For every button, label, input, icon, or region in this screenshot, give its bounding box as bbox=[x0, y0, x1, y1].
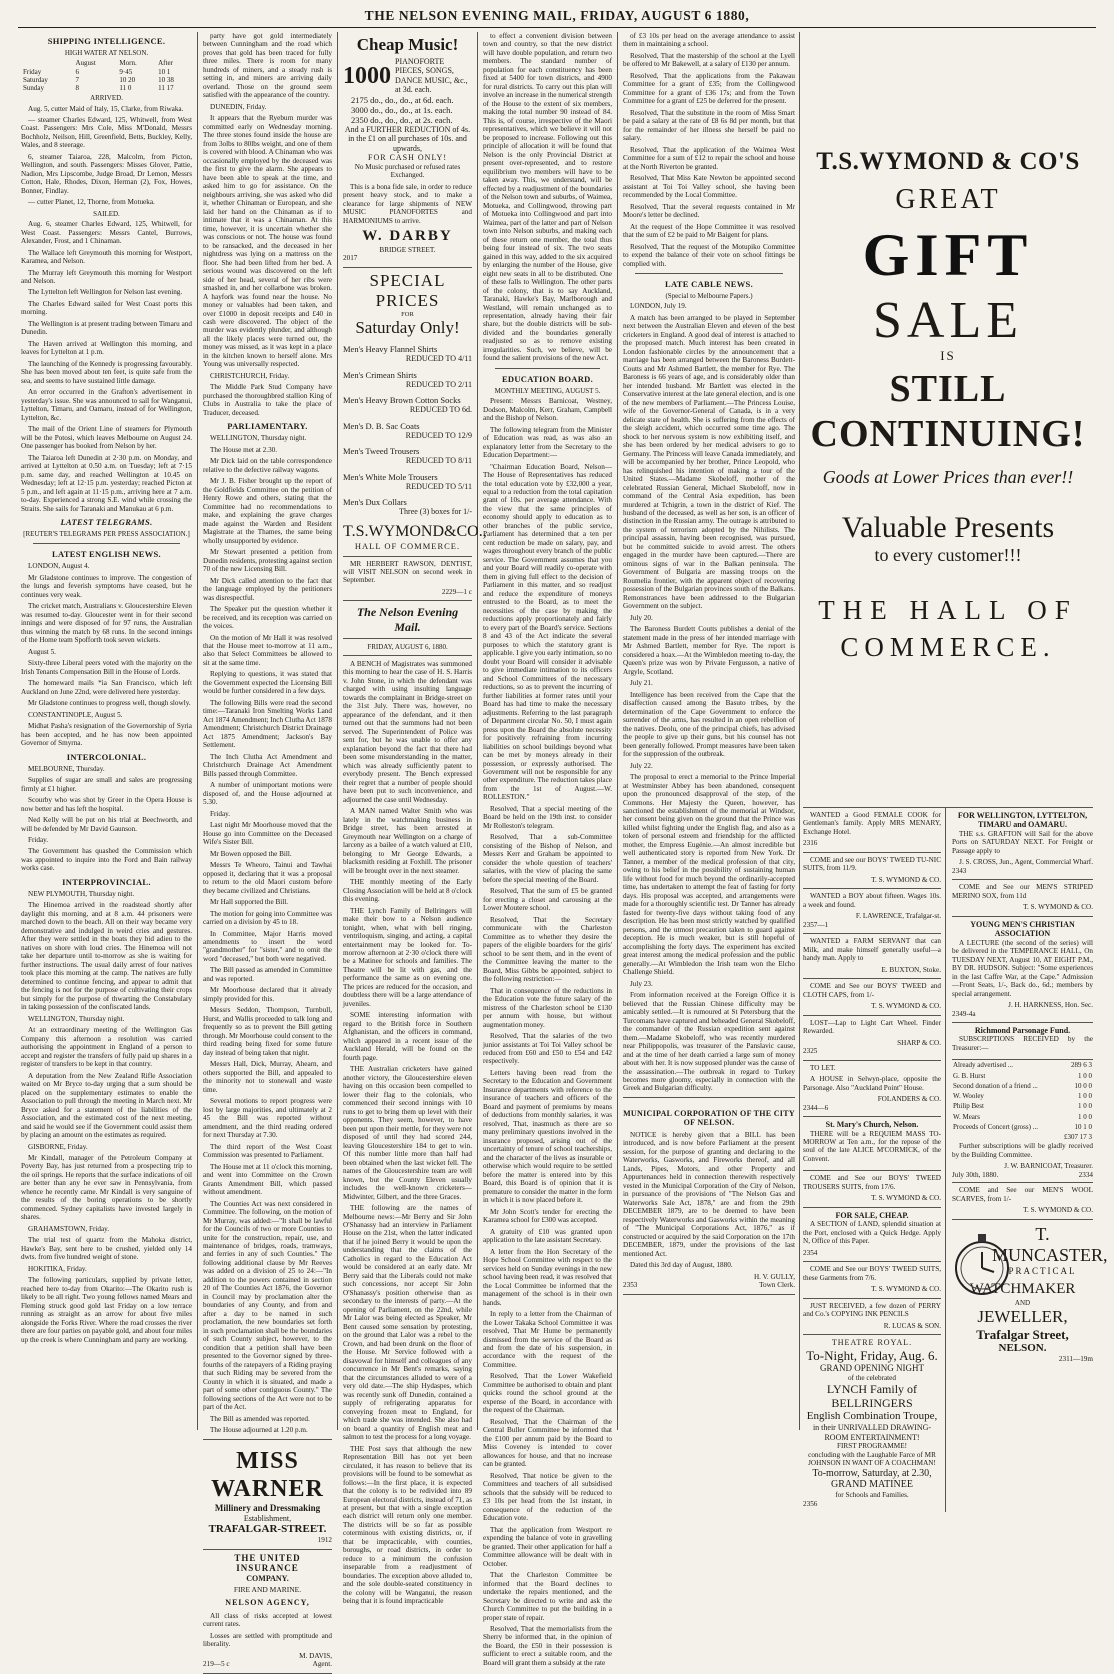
paragraph: DUNEDIN, Friday. bbox=[210, 102, 267, 111]
paragraph: WELLINGTON, Thursday night. bbox=[28, 1014, 125, 1023]
ad-head: Richmond Parsonage Fund. bbox=[974, 1025, 1071, 1035]
masthead-rule bbox=[18, 27, 1096, 28]
paragraph: LONDON, August 4. bbox=[28, 562, 90, 571]
subscription-row: G. B. Hurst 1 0 0 bbox=[953, 1071, 1092, 1080]
classified-ad bbox=[952, 917, 1093, 1023]
ad-text: JUST RECEIVED, a few dozen of PERRY and Co.'s COPYING INK PENCILS bbox=[803, 1301, 941, 1319]
paragraph: Intelligence has been received from the Cape that the disaffection caused among the Basuto tribes, by the determination of the Cape Government to enforce the surrender of the arms, has resulted in an open rebellion of the natives. Deolu, one of the principal chiefs, has advised the people to give up their guns, but his counsel has not been generally followed. Prompt measures have been taken for the suppression of the outbreak. bbox=[623, 690, 795, 759]
subscription-table bbox=[952, 1060, 1093, 1142]
paragraph: That the application from Westport re expending the balance of vote in gravelling be granted. Their other application for half a Committee allowance will be dealt with in October. bbox=[483, 1525, 612, 1568]
interprovincial-heading: INTERPROVINCIAL. bbox=[62, 876, 151, 887]
ad-sign: E. BUXTON, Stoke. bbox=[881, 965, 941, 974]
paragraph: party have got gold intermediately between Cunningham and the road which proves that gold has been traced for fully three miles. There is room for many hundreds of miners, and a steady rush is setting in, and miners are arriving daily overland. Those on the ground seem satisfied with the appearance of the country. bbox=[203, 32, 332, 100]
paragraph: A deputation from the New Zealand Rifle Association waited on Mr Bryce to-day urging that a sum should be placed on the supplementary estimates to enable the Association to pull through the meeting in March next. Mr Bryce asked for a statement of the liabilities of the Association, and the estimated cost of the next meeting, and said he would see if the Government could assist them by placing an amount on the estimates as required. bbox=[21, 1071, 192, 1140]
ad-sub: A HOUSE in Selwyn-place, opposite the Parsonage. Also "Auckland Point" House. bbox=[803, 1075, 941, 1092]
classified-ad bbox=[803, 889, 941, 934]
paragraph: Mr Kindall, manager of the Petroleum Company at Poverty Bay, has just returned from a prospecting trip to the oil springs. He reports that the surface indications of oil are better than any he ever saw in Pennsylvania, from whence he recently came. Mr Kindall is very sanguine of the results of the boring operations to be shortly commenced. Sydney capitalists have invested largely in shares. bbox=[21, 1154, 192, 1222]
paragraph: Ned Kelly will be put on his trial at Beechworth, and will be defended by Mr David Gaunson. bbox=[21, 816, 192, 833]
column-6: T.S.WYMOND & CO'S GREAT GIFT SALE IS STILL CONTINUING! Goods at Lower Prices than ever!! Valuable Presents to every customer!!! THE HALL OF COMMERCE. WANTED a Good FEMALE COOK for Gentleman's family. Apply MRS MENARY, Exchange Hotel. 2316 COME and see our BOYS' TWEED TU-NIC SUITS, from 11/9. T. S. WYMOND & CO. WANTED a BOY about fifteen. Wages 10s. a week and found. F. LAWRENCE, Trafalgar-st. 2357—1 WANTED a FARM SERVANT that can Milk, and make himself generally useful—a handy man. Apply to E. BUXTON, Stoke. COME and See our BOYS' TWEED and CLOTH CAPS, from 1/- T. S. WYMOND & CO. LOST—Lap to Light Cart Wheel. Finder Rewarded. SHARP & CO. 2325 TO LET. A HOUSE in Selwyn-place, opposite the Parsonage. Also "Auckland Point" House. FOLANDERS & CO. 2344—6 St. Mary's Church, Nelson. THERE will be a REQUIEM MASS TO-MORROW at Ten a.m., for the repose of the soul of the late ALICE M'CORMICK, of the Convent. COME and See our BOYS' TWEED TROUSERS SUITS, from 17/6. T. S. WYMOND & CO. FOR SALE, CHEAP. A SECTION of LAND, splendid situation at the Port, enclosed with a Quick Hedge. Apply N, Office of this Paper. 2354 COME and See our BOYS' TWEED SUITS, these Garments from 7/6. T. S. WYMOND & CO. JUST RECEIVED, a few dozen of PERRY and Co.'s COPYING INK PENCILS R. LUCAS & SON. THEATRE ROYAL. To-Night, Friday, Aug. 6. GRAND OPENING NIGHT of the celebrated LYNCH Family of BELLRINGERS English Combination Troupe, in their UNRIVALLED DRAWING-ROOM ENTERTAINMENT! FIRST PROGRAMME! concluding with the Laughable Farce of MR JOHNSON IN WANT OF A COACHMAN! To-morrow, Saturday, at 2.30, GRAND MATINEE for Schools and Families. 2356 FOR WELLINGTON, LYTTELTON, TIMARU and OAMARU. THE s.s. GRAFTON will Sail for the above Ports on SATURDAY NEXT. For Freight or Passage apply to J. S. CROSS, Jun., Agent, Commercial Wharf. 2343 COME and See our MEN'S STRIPED MERINO SOX, from 11d T. S. WYMOND & CO. YOUNG MEN'S CHRISTIAN ASSOCIATION A LECTURE (the second of the series) will be delivered in the TEMPERANCE HALL, On TUESDAY NEXT, August 10, AT EIGHT P.M., BY DR. HUDSON. Subject: "Some experiences in the last Caffre War, at the Cape." Admission—Front Seats, 1/-, Back do., 6d.; members by special arrangement. J. H. HARKNESS, Hon. Sec. 2349-4a Richmond Parsonage Fund. SUBSCRIPTIONS RECEIVED by the Treasurer:— Already advertised ... 289 6 3 G. B. Hurst 1 0 0 Second donation of a friend ... 10 0 0 W. Wooley 1 0 0 Philip Best 1 0 0 W. Mears 1 0 0 Proceeds of Concert (gross) ... 10 1 0 £307 17 3 Further subscriptions will be gladly received by the Building Committee. J. W. BARNICOAT, Treasurer. July 30th, 1880. 2334 COME and See our MEN'S WOOL SCARVES, from 1/- T. S. WYMOND & CO. T. MUNCASTER, PRACTICAL WATCHMAKER AND JEWELLER, Trafalgar Street, NELSON. 2311—19m bbox=[800, 32, 1096, 1430]
paragraph: Resolved, That the substitute in the room of Miss Smart be paid a salary at the rate of £8 6s 8d per month, but that for the remainder of her illness she herself be paid no salary. bbox=[623, 108, 795, 143]
paragraph: Resolved, That the several requests contained in Mr Moore's letter be declined. bbox=[623, 202, 795, 220]
column-divider bbox=[617, 32, 618, 1430]
subscription-row: W. Mears 1 0 0 bbox=[953, 1112, 1092, 1121]
shipping-news bbox=[21, 249, 192, 514]
paragraph: THE Post says that although the new Representation Bill has not yet been circulated, it has reason to believe that its provisions will be found to be somewhat as follows:—In the first place, it is expected that the colony is to be redivided into 89 European electoral districts, instead of 71, as at present, but that with a single exception each district will return only one member. The districts will be so far as possible coterminous with existing districts, or, if that be impracticable, with counties, boroughs, or road districts, in order to reduce to a minimum the confusion inseparable from a readjustment of boundaries. The exception above alluded to, and the sole double-seated constituency in the colony will be Wanganui, the reason being that it is found impracticable bbox=[343, 1444, 472, 1606]
paragraph: Mr Moorhouse declared that it already simply provided for this. bbox=[203, 986, 332, 1003]
paragraph: From information received at the Foreign Office it is believed that the Russian Chinese difficulty may be amicably settled.—It is rumoured at St Petersburg that the Turcomans have captured and beheaded General Skobeloff, the commander of the Russian expedition sent against them.—Madame Skobeloff, who was recently murdered near Philippopolis, was treasurer of the Panslavic cause, and at the time of her death carried a large sum of money about with her. It is now supposed plunder was the cause of the assassination.—The outbreak in regard to Turkey becomes more gloomy, especially in connection with the Greek and Bulgarian difficulty. bbox=[623, 991, 795, 1093]
paragraph: The mail of the Orient Line of steamers for Plymouth will be the Potosi, which leaves Melbourne on August 24. One passenger has booked from Nelson by her. bbox=[21, 425, 192, 451]
interprovincial-news bbox=[21, 890, 192, 1344]
price-item-name: Men's Tweed Trousers bbox=[343, 446, 420, 457]
paragraph: A letter from the Hon Secretary of the Hope School Committee with respect to the services held on Sunday evenings in the new school having been read, it was resolved that the Local Committee be informed that the management of the school is in their own hands. bbox=[483, 1247, 612, 1307]
dentist-advert: MR HERBERT RAWSON, DENTIST, will VISIT NELSON on second week in September. 2229—1 c bbox=[343, 557, 472, 602]
column-1 bbox=[18, 32, 195, 1430]
parliamentary-news bbox=[203, 434, 332, 1434]
paragraph: NEW PLYMOUTH, Thursday night. bbox=[28, 889, 135, 898]
classified-ad bbox=[952, 1023, 1093, 1060]
price-item-price: REDUCED TO 4/11 bbox=[405, 354, 472, 364]
paragraph: July 22. bbox=[630, 761, 653, 770]
paragraph: THE following are the names of Melbourne news:—Mr Berry and Sir John O'Shanassy had an interview in Parliament House on the 21st, when the latter indicated that if he joined Berry it would be upon the understanding that the claims of the Catholics in regard to the Education Act would be considered at an early date. Mr Berry said that the Liberals could not make such concessions, nor accept Sir John O'Shanassy's position otherwise than as secondary to the interests of party.—At the opening of Parliament, on the 22nd, while Mr Lalor was being elected as Speaker, Mr Bent caused some sensation by protesting, on the ground that Lalor was a rebel to the Crown, and had been drunk on the floor of the House. Mr Service followed with a disavowal for himself and colleagues of any concurrence in Mr Bent's remarks, saying that the circumstances alluded to were of a very old date.—The ship Hydaspes, which was recently sunk off Dunedin, contained a supply of refrigerating apparatus for conveying frozen meat to England, for which trade she was intended. She also had on board a quantity of English meat and salmon to test the process for a long voyage. bbox=[343, 1204, 472, 1442]
education-board-subheading: MONTHLY MEETING, AUGUST 5. bbox=[494, 386, 601, 395]
paragraph: Mr Dick called attention to the fact that the language employed by the petitioners was disrespectful. bbox=[203, 576, 332, 602]
paragraph: Resolved, That the applications from the Pakawau Committee for a grant of £35; from the Collingwood Committee for a grant of £36 17s; and from the Town Committee for a grant of £25 be deferred for the present. bbox=[623, 71, 795, 106]
ad-text: LOST—Lap to Light Cart Wheel. Finder Rewarded. bbox=[803, 1018, 941, 1036]
paragraph: Mr Stewart presented a petition from Dunedin residents, protesting against section 70 of the new Licensing Bill. bbox=[203, 548, 332, 574]
ad-text: COME and see our BOYS' TWEED TU-NIC SUITS, from 11/9. bbox=[803, 855, 941, 873]
paragraph: Mr Hall supported the Bill. bbox=[210, 898, 289, 907]
paragraph: The House adjourned at 1.20 p.m. bbox=[210, 1426, 308, 1435]
tide-col-header: August bbox=[75, 59, 96, 68]
paragraph: Resolved, That the Lower Wakefield Committee be authorised to obtain and plant quicks round the school ground at the expense of the Board, in accordance with the request of the Chairman. bbox=[483, 1372, 612, 1415]
classified-ad bbox=[803, 1016, 941, 1061]
paragraph: The cricket match, Australians v. Gloucestershire Eleven was resumed to-day. Gloucester went in for their second innings and were disposed of for 97 runs, the Australian thus winning the match by 68 runs. In the second innings of the Home team Spofforth took seven wickets. bbox=[21, 602, 192, 645]
arrived-list bbox=[21, 105, 192, 207]
editorial-date: FRIDAY, AUGUST 6, 1880. bbox=[367, 642, 448, 651]
music-advert: Cheap Music! 1000 PIANOFORTE PIECES, SONGS, DANCE MUSIC, &c., at 3d. each. 2175 do., do., do., at 6d. each. 3000 do., do., do., at 1s. each. 2350 do., do., do., at 2s. each. And a FURTHER REDUCTION of 4s. in the £1 on all purchases of 10s. and upwards, FOR CASH ONLY! No Music purchased or refused rates Exchanged. This is a bona fide sale, in order to reduce present heavy stock, and to make a clearance for large shipments of NEW MUSIC PIANOFORTES and HARMONIUMS to arrive. W. DARBY BRIDGE STREET. 2017 bbox=[343, 32, 472, 268]
price-item bbox=[343, 344, 472, 363]
price-item-name: Men's D. B. Sac Coats bbox=[343, 420, 420, 431]
paragraph: of £3 10s per head on the average attendance to assist them in maintaining a school. bbox=[623, 32, 795, 49]
paragraph: Mr Dick laid on the table correspondence relative to the defective railway wagons. bbox=[203, 457, 332, 474]
english-news bbox=[21, 562, 192, 747]
small-ads-right bbox=[952, 808, 1093, 1060]
paragraph: Mr Gladstone continues to progress well, though slowly. bbox=[28, 699, 191, 708]
price-item-name: Men's Heavy Flannel Shirts bbox=[343, 344, 438, 355]
paragraph: Scourby who was shot by Greer in the Opera House is now better and has left the hospital. bbox=[21, 796, 192, 813]
classified-ad bbox=[952, 880, 1093, 916]
paragraph: The Counties Act was next considered in Committee. The following, on the motion of Mr Murray, was added:—"It shall be lawful for the Councils of two or more Counties to unite for the construction, repair, use, and maintenance of bridges, roads, tramways, and ferries in any of such Counties." The following additional clause by Mr Reeves was added on a division of 25 to 24:—"In addition to the powers contained in section 20 of The Counties Act 1876, the Governor in Council may by proclamation alter the boundaries of any County, and from and after a day to be named in such proclamation, the new boundaries set forth in such proclamation shall be the boundaries of such County subject, however, to the condition that a petition shall have been presented to the Governor signed by three-fourths of the ratepayers of a Riding praying that such Riding may be severed from the County in which it is situated, and made a part of some other contiguous County." The following sections of the Act were not to be part of the Act. bbox=[203, 1199, 332, 1412]
ad-sign: J. H. HARKNESS, Hon. Sec. bbox=[1008, 1001, 1093, 1010]
warner-name: MISS WARNER bbox=[211, 1447, 324, 1502]
theatre-advert: THEATRE ROYAL. To-Night, Friday, Aug. 6. GRAND OPENING NIGHT of the celebrated LYNCH Family of BELLRINGERS English Combination Troupe, in their UNRIVALLED DRAWING-ROOM ENTERTAINMENT! FIRST PROGRAMME! concluding with the Laughable Farce of MR JOHNSON IN WANT OF A COACHMAN! To-morrow, Saturday, at 2.30, GRAND MATINEE for Schools and Families. 2356 bbox=[803, 1338, 938, 1508]
muncaster-advert: T. MUNCASTER, PRACTICAL WATCHMAKER AND JEWELLER, Trafalgar Street, NELSON. 2311—19m bbox=[952, 1220, 1093, 1364]
ad-sign: FOLANDERS & CO. bbox=[877, 1095, 941, 1104]
paragraph: Sixty-three Liberal peers voted with the majority on the Irish Tenants Compensation Bill in the House of Lords. bbox=[21, 659, 192, 676]
paragraph: Messrs Hall, Dick, Murray, Ahearn, and others supported the Bill, and appealed to the minority not to stonewall and waste time. bbox=[203, 1060, 332, 1094]
insurance-advert: THE UNITED INSURANCE COMPANY. FIRE AND MARINE. NELSON AGENCY, All class of risks accepted at lowest current rates. Losses are settled with promptitude and liberality. M. DAVIS, 219—5 c Agent. bbox=[203, 1550, 332, 1674]
paragraph: Resolved, That the salaries of the two junior assistants at Toi Toi Valley school be reduced from £60 and £50 to £54 and £42 respectively. bbox=[483, 1032, 612, 1066]
shipping-heading: SHIPPING INTELLIGENCE. bbox=[47, 36, 166, 46]
paragraph: THE monthly meeting of the Early Closing Association will be held at 8 o'clock this evening. bbox=[343, 878, 472, 904]
ad-sign: F. LAWRENCE, Trafalgar-st. bbox=[855, 912, 941, 921]
ad-text: COME and See our BOYS' TWEED SUITS, these Garments from 7/6. bbox=[803, 1265, 941, 1282]
paragraph: Aug. 5, cutter Maid of Italy, 15, Clarke, from Riwaka. bbox=[28, 104, 184, 113]
paragraph: Mr J. B. Fisher brought up the report of the Goldfields Committee on the petition of Henry Rowe and others, stating that the Committee had no recommendations to make, and explaining the grave charges made against the Warden and Resident Magistrate at the Thames, the same being wholly unsupported by evidence. bbox=[203, 477, 332, 545]
paragraph: The Inch Clutha Act Amendment and Christchurch Drainage Act Amendment Bills passed through Committee. bbox=[203, 752, 332, 778]
paragraph: Resolved, That the memorialists from the Sherry be informed that, in the opinion of the Board, the £50 in their possession is sufficient to erect a suitable room, and the Board will grant them a subsidy at the rate bbox=[483, 1625, 612, 1667]
classified-ad bbox=[803, 979, 941, 1015]
paragraph: HOKITIKA, Friday. bbox=[28, 1264, 87, 1273]
paragraph: The third report of the West Coast Commission was presented to Parliament. bbox=[203, 1142, 332, 1160]
tide-table bbox=[21, 59, 192, 92]
ad-code: 2316 bbox=[803, 839, 818, 848]
education-continuation bbox=[623, 32, 795, 268]
arrived-heading: ARRIVED. bbox=[90, 94, 123, 103]
gift-sale-advert: T.S.WYMOND & CO'S GREAT GIFT SALE IS STILL CONTINUING! Goods at Lower Prices than ever!! Valuable Presents to every customer!!! THE HALL OF COMMERCE. bbox=[803, 147, 1093, 808]
paragraph: July 21. bbox=[630, 679, 653, 688]
paragraph: The trial test of quartz from the Mahoka district, Hawke's Bay, sent here to be crushed, yielded only 14 dwts. from five hundred weight of stone. bbox=[21, 1236, 192, 1262]
telegram-continuation bbox=[203, 32, 332, 417]
ad-text: THERE will be a REQUIEM MASS TO-MORROW at Ten a.m., for the repose of the soul of the late ALICE M'CORMICK, of the Convent. bbox=[803, 1129, 941, 1163]
price-item-price: REDUCED TO 5/11 bbox=[405, 481, 472, 491]
price-item-price: REDUCED TO 6d. bbox=[409, 405, 472, 415]
paragraph: Midhat Pasha's resignation of the Governorship of Syria has been accepted, and he has now been appointed Governor of Smyrna. bbox=[21, 722, 192, 748]
paragraph: A number of unimportant motions were disposed of, and the House adjourned at 5.30. bbox=[203, 781, 332, 807]
paragraph: WELLINGTON, Thursday night. bbox=[210, 434, 307, 443]
paragraph: MELBOURNE, Thursday. bbox=[28, 764, 105, 773]
paragraph: The House met at 2.30. bbox=[210, 445, 278, 454]
column-2 bbox=[200, 32, 335, 1669]
paragraph: The Charles Edward sailed for West Coast ports this morning. bbox=[21, 299, 192, 317]
paragraph: "Chairman Education Board, Nelson—The House of Representatives has reduced the total education vote by £32,000 a year, equal to a reduction from the total capitation grant of 10s. per average attendance. With the view that the same principles of economy should apply to education as to other branches of the public service, Parliament has determined that a ten per cent reduction be made on salary, pay, and wages throughout every branch of the public service. The Government assumes that you and your Board will readily co-operate with them in giving full effect to the decision of Parliament in this matter, and so readjust and reduce the expenditure of moneys entrusted to the Board, as to meet the necessities of the case by making the reductions apply proportionately and fairly to every part of the Board's service. Sections 8 and 43 of the Act indicate the several purposes to which the statutory grant is applicable. I give you early intimation, so no doubt your Board will consider it advisable to give immediate intimation to its officers and School Committees of the necessary reductions, so as to prevent the incurring of further liabilities at former rates until your Board has had time to make the necessary adjustments. Referring to the last paragraph of Department circular No. 50, I must again press upon the Board the absolute necessity for positively refraining from incurring liabilities on school buildings beyond what can be met by moneys already in their possession, or expressly authorised. The Government will not be responsible for any other expenditure. The reduction takes place from the 1st of August.—W. ROLLESTON." bbox=[483, 462, 612, 802]
classified-ad bbox=[803, 1262, 941, 1298]
cable-news-source: (Special to Melbourne Papers.) bbox=[665, 292, 753, 301]
subscription-row: W. Wooley 1 0 0 bbox=[953, 1092, 1092, 1101]
ad-text: A LECTURE (the second of the series) will be delivered in the TEMPERANCE HALL, On TUESDAY NEXT, August 10, AT EIGHT P.M., BY DR. HUDSON. Subject: "Some experiences in the last Caffre War, at the Cape." Admission—Front Seats, 1/-, Back do., 6d.; members by special arrangement. bbox=[952, 938, 1093, 998]
small-ads-left bbox=[803, 808, 941, 1335]
intercolonial-heading: INTERCOLONIAL. bbox=[66, 751, 147, 762]
paragraph: Several motions to report progress were lost by large majorities, and ultimately at 2 45 the Bill was reported without amendment, and the third reading ordered for next Thursday at 7.30. bbox=[203, 1097, 332, 1140]
column-divider bbox=[197, 32, 198, 1430]
paragraph: CONSTANTINOPLE, August 5. bbox=[28, 710, 123, 719]
paragraph: — cutter Planet, 12, Thorne, from Motueka. bbox=[28, 198, 155, 207]
cable-news-heading: LATE CABLE NEWS. bbox=[664, 279, 753, 290]
paragraph: THE Australian cricketers have gained another victory, the Gloucestershire eleven having on this occasion been compelled to lower their flag to the colonials, who commenced their second innings with 10 runs to get to bring them up level with their opponents. They seem, however, to have been put upon their mettle, for they were not disposed of until they had scored 244, leaving Gloucestershire 184 to get to win. Of this number little more than half had been obtained when the last wicket fell. The names of the Gloucestershire team are well known, but the County Eleven usually includes the well-known cricketers—Midwinter, Gilbert, and the three Graces. bbox=[343, 1065, 472, 1201]
paragraph: The proposal to erect a memorial to the Prince Imperial at Westminster Abbey has been abandoned, consequent upon the pronounced disapproval of the step, of the Commons. Her Majesty the Queen, however, has sanctioned the establishment of the memorial at Windsor, her consent being given on the ground that the Prince was killed whilst fighting under the English flag, and also as a token of personal esteem and friendship for the afflicted mother, the Empress Eugénie.—An almost incredible but well authenticated story is reported from New York. Dr Tanner, a member of the medical profession of that city, owing to his belief in the possibility of sustaining human life without food for much beyond the ordinarily-accepted time, has undertaken to attempt the feat of fasting for forty days. His proposal was accepted, and arrangements were made for a thoroughly scientific test. Dr Tanner has already fasted for twenty-five days without taking food of any description. He has been most strictly watched by qualified persons, and the utmost precaution taken to guard against deception. He is much weaker, but is still hopeful of accomplishing the forty days. The experiment has excited great interest among the medical profession and the public generally.—At Wimbledon the Irish team won the Elcho Challenge Shield. bbox=[623, 773, 795, 977]
ad-sign: R. LUCAS & SON. bbox=[883, 1321, 941, 1330]
ad-text: WANTED a FARM SERVANT that can Milk, and make himself generally useful—a handy man. Apply to bbox=[803, 937, 941, 963]
price-item bbox=[343, 370, 472, 389]
subscription-row: £307 17 3 bbox=[1064, 1133, 1092, 1142]
ad-code: 2343 bbox=[952, 866, 967, 875]
paragraph: Resolved, That a sub-Committee consisting of the Bishop of Nelson, and Messrs Kerr and Graham be appointed to consider the whole question of teachers' salaries, with the view of placing the same before the special meeting of the Board. bbox=[483, 833, 612, 884]
ad-code: 2344—6 bbox=[803, 1103, 829, 1112]
price-item-name: Men's Dux Collars bbox=[343, 497, 407, 508]
subscription-row: Second donation of a friend ... 10 0 0 bbox=[953, 1081, 1092, 1090]
special-price-list bbox=[343, 344, 472, 516]
ad-head: FOR WELLINGTON, LYTTELTON, TIMARU and OAMARU. bbox=[957, 811, 1088, 830]
paragraph: Present: Messrs Barnicoat, Westney, Dodson, Malcolm, Kerr, Graham, Campbell and the Bishop of Nelson. bbox=[483, 397, 612, 423]
education-board-heading: EDUCATION BOARD. bbox=[501, 373, 594, 384]
tide-row: Friday 6 9·45 10 1 bbox=[23, 67, 171, 76]
telegrams-heading: LATEST TELEGRAMS. bbox=[60, 517, 153, 528]
ad-code: 2354 bbox=[803, 1248, 818, 1257]
paragraph: Resolved, That the Chairman of the Central Buller Committee be informed that the £100 per annum paid by the Board to Miss Coveney is intended to cover allowances for house, and that no increase can be granted. bbox=[483, 1417, 612, 1469]
paragraph: The Lyttelton left Wellington for Nelson last evening. bbox=[28, 288, 183, 297]
paragraph: The Bill as amended was reported. bbox=[210, 1414, 310, 1423]
intercolonial-news bbox=[21, 765, 192, 873]
paragraph: Resolved, That the mastership of the school at the Lyell be offered to Mr Bakewell, at a salary of £130 per annum. bbox=[623, 51, 795, 69]
wymond-name: T.S.WYMOND & CO'S bbox=[816, 148, 1080, 175]
paragraph: The Wellington is at present trading between Timaru and Dunedin. bbox=[21, 319, 192, 337]
paragraph: July 20. bbox=[630, 613, 653, 622]
tide-col-header: After bbox=[158, 59, 173, 68]
ad-text: A SECTION of LAND, splendid situation at the Port, enclosed with a Quick Hedge. Apply N, Office of this Paper. bbox=[803, 1220, 941, 1246]
ad-sign: T. S. WYMOND & CO. bbox=[871, 1002, 941, 1011]
paragraph: Resolved, That the application of the Waimea West Committee for a sum of £12 to repair the school and house at the North Riverton be granted. bbox=[623, 145, 795, 171]
paragraph: The Speaker put the question whether it be received, and its reception was carried on the voices. bbox=[203, 605, 332, 631]
paragraph: Aug. 6, steamer Charles Edward, 125, Whitwell, for West Coast. Passengers: Messrs Cantel, Burrows, Alexander, Frost, and 1 Chinaman. bbox=[21, 220, 192, 246]
paragraph: The homeward mails *ia San Francisco, which left Auckland on June 22nd, were delivered here yesterday. bbox=[21, 679, 192, 696]
ad-text: COME and See our BOYS' TWEED and CLOTH CAPS, from 1/- bbox=[803, 982, 941, 999]
price-item-price: REDUCED TO 12/9 bbox=[405, 430, 472, 440]
price-item-name: Men's Heavy Brown Cotton Socks bbox=[343, 395, 461, 406]
paragraph: That in consequence of the reductions in the Education vote the future salary of the mistress of the Charleston school be £130 per annum with house, but without augmentation money. bbox=[483, 986, 612, 1029]
paragraph: Messrs Seddon, Thompson, Turnbull, Hurst, and Wallis proceeded to talk long and frequently so as to prevent the Bill getting through. Mr Moorhouse could consent to the third reading being fixed for some future day instead of being taken that night. bbox=[203, 1006, 332, 1057]
paragraph: The Middle Park Stud Company have purchased the thoroughbred stallion King of Clubs in Australia to take the place of Traducer, deceased. bbox=[203, 383, 332, 417]
paragraph: The Hinemoa arrived in the roadstead shortly after daylight this morning, and at 8 a.m. 44 prisoners were marched down to the beach. All on their way became very demonstrative and indulged in weird cries and gestures. After they were settled in the boats they bid adieu to the natives on shore with loud cries. The Hinemoa will not take her departure until to-morrow as she is waiting for further instructions. The usual daily arrest of four natives took place this morning at the camp. The natives are fully determined to continue fencing, and appear to admit that the fencing is not for the purpose of cultivating their crops but simply for the purpose of thwarting the Constabulary in taking possession of the confiscated lands. bbox=[21, 901, 192, 1012]
classified-ad bbox=[803, 1171, 941, 1207]
paragraph: The House met at 11 o'clock this morning, and went into Committee on the Crown Grants Amendment Bill, which passed without amendment. bbox=[203, 1162, 332, 1197]
price-item bbox=[343, 395, 472, 414]
paragraph: The following Bills were read the second time:—Taranaki Iron Smelting Works Land Act 1874 Amendment; Inch Clutha Act 1878 Amendment; Christchurch District Drainage Act 1875 Amendment; Jackson's Bay Settlement. bbox=[203, 698, 332, 750]
tide-row: Sunday 8 11 0 11 17 bbox=[23, 84, 174, 93]
ad-head: YOUNG MEN'S CHRISTIAN ASSOCIATION bbox=[970, 919, 1075, 939]
ad-sign: T. S. WYMOND & CO. bbox=[871, 1194, 941, 1203]
paragraph: A gratuity of £10 was granted upon application to the late assistant Secretary. bbox=[483, 1227, 612, 1245]
paragraph: Letters having been read from the Secretary to the Education and Government Insurance departments with reference to the insurance of teachers and officers of the Board and payment of premiums by means of deductions from monthly salaries, it was resolved, That, inasmuch as there are so many preliminary questions involved in the insurance proposed, arising out of the uncertainty of tenure of school teacherships, and the character of the lives as insurable or otherwise which would require to be settled before the matter is entered into by this Board, this Board is of opinion that it is premature to consider the matter in the form in which it is now placed before it. bbox=[483, 1068, 612, 1205]
classified-ad bbox=[803, 934, 941, 979]
paragraph: In Committee, Major Harris moved amendments to insert the word "grandmother" for "sister," and to omit the word "deceased," but both were negatived. bbox=[203, 929, 332, 963]
tide-heading: HIGH WATER AT NELSON. bbox=[64, 49, 149, 58]
classified-ad bbox=[803, 1208, 941, 1262]
paragraph: The Haven arrived at Wellington this morning, and leaves for Lyttelton at 1 p.m. bbox=[21, 339, 192, 357]
ad-head: St. Mary's Church, Nelson. bbox=[825, 1120, 919, 1130]
classified-ad bbox=[803, 1061, 941, 1117]
classified-ad bbox=[803, 1117, 941, 1171]
paragraph: Resolved, That notice be given to the Committees and teachers of all subsidised schools that the subsidy will be reduced to £3 10s per head from the 1st instant, in consequence of the reduction of the Education vote. bbox=[483, 1471, 612, 1523]
paragraph: — steamer Charles Edward, 125, Whitwell, from West Coast. Passengers: Mrs Cole, Miss M'Donald, Messrs Bochholz, Neilson, Hill, Greenfield, Betts, Buckley, Kelly, Wales, and 8 steerage. bbox=[21, 116, 192, 150]
tide-row: Saturday 7 10 20 10 38 bbox=[23, 75, 174, 84]
education-board-text bbox=[483, 397, 612, 1667]
telegrams-source: [REUTER'S TELEGRAMS PER PRESS ASSOCIATION.] bbox=[23, 530, 190, 539]
paragraph: Mr Gladstone continues to improve. The congestion of the lungs and feverish symptoms have ceased, but he continues very weak. bbox=[21, 573, 192, 599]
paragraph: 6, steamer Taiaroa, 228, Malcolm, from Picton, Wellington, and south. Passengers: Misses Glover, Pattie, Nadion, Mrs Lipscombe, Judge Broad, Dr Lemon, Messrs Cotton, Hale, Rhodes, Dixon, Herman (2), Fox, Howes, Bonner, Findlay. bbox=[21, 152, 192, 195]
price-item-price: REDUCED TO 2/11 bbox=[405, 379, 472, 389]
column-4 bbox=[480, 32, 615, 1667]
paragraph: The motion for going into Committee was carried on a division by 45 to 18. bbox=[203, 909, 332, 927]
paragraph: July 23. bbox=[630, 979, 653, 988]
paragraph: Messrs Te Wheoro, Tainui and Tawhai opposed it, declaring that it was a proposal to return to the old Maori custom before they became civilized and Christians. bbox=[203, 861, 332, 895]
paragraph: An error occurred in the Grafton's advertisement in yesterday's issue. She was announced to sail for Wanganui, Lyttelton, Timaru, and Oamaru, instead of for Wellington, Lyttelton, &c. bbox=[21, 388, 192, 422]
paragraph: That the Charleston Committee be informed that the Board declines to undertake the repairs mentioned, and the Secretary be directed to write and ask the Church Committee to put the building in a proper state of repair. bbox=[483, 1571, 612, 1622]
paragraph: A MAN named Walter Smith who was lately in the watchmaking business in Bridge street, has been arrested at Greymouth near Wellington on a charge of larceny as a bailee of a watch valued at £10, belonging to Mr George Edwards, a blacksmith residing at Foxhill. The prisoner will be brought over in the next steamer. bbox=[343, 807, 472, 875]
paragraph: The Baroness Burdett Coutts publishes a denial of the statement made in the press of her intended marriage with Mr Ashmed Bartlett, member for Rye. The report is considered a hoax.—At the Wimbledon meeting to-day, the Queen's prize was won by Private Fergusson, a native of Argyle, Scotland. bbox=[623, 625, 795, 676]
sailed-list bbox=[21, 220, 192, 245]
paragraph: At the request of the Hope Committee it was resolved that the sum of £2 be paid to Mr Baigent for plans. bbox=[623, 222, 795, 240]
paragraph: Friday. bbox=[210, 809, 231, 818]
paragraph: Friday. bbox=[28, 836, 49, 844]
paragraph: In reply to a letter from the Chairman of the Lower Takaka School Committee it was resolved, That Mr Hume be permanently dismissed from the service of the Board as and from the date of his suspension, in accordance with the request of the Committee. bbox=[483, 1310, 612, 1369]
ad-sign: T. S. WYMOND & CO. bbox=[1023, 903, 1093, 912]
column-divider bbox=[337, 32, 338, 1430]
paragraph: The Government has quashed the Commission which was appointed to inquire into the Ford and Bain railway works case. bbox=[21, 847, 192, 873]
column-5 bbox=[620, 32, 798, 1430]
tide-col-header: Morn. bbox=[119, 59, 137, 68]
classified-ad bbox=[803, 1299, 941, 1335]
ad-text: THE s.s. GRAFTON will Sail for the above Ports on SATURDAY NEXT. For Freight or Passage apply to bbox=[952, 829, 1093, 855]
classified-ad bbox=[803, 853, 941, 889]
warner-advert: MISS WARNER Millinery and Dressmaking Establishment, TRAFALGAR-STREET. 1912 bbox=[203, 1444, 332, 1550]
ad-text: COME and See our MEN'S STRIPED MERINO SOX, from 11d bbox=[952, 883, 1093, 900]
ad-text: SUBSCRIPTIONS RECEIVED by the Treasurer:— bbox=[952, 1035, 1093, 1052]
paragraph: At an extraordinary meeting of the Wellington Gas Company this afternoon a resolution was carried authorising the appointment in England of a person to accept and register the transfers of fully paid up shares in a register of transfers to be kept in that country. bbox=[21, 1026, 192, 1069]
paragraph: The launching of the Kennedy is progressing favourably. She has been moved about ten feet, is quite safe from the sea, and seems to have sustained little damage. bbox=[21, 359, 192, 385]
editorial-text bbox=[343, 660, 472, 1606]
paragraph: The Bill passed as amended in Committee and was reported. bbox=[203, 966, 332, 983]
ad-sign: T. S. WYMOND & CO. bbox=[871, 1285, 941, 1294]
paragraph: Resolved, That a special meeting of the Board be held on the 19th inst. to consider Mr Rolleston's telegram. bbox=[483, 804, 612, 830]
price-item-price: Three (3) boxes for 1/- bbox=[399, 507, 472, 517]
paragraph: August 5. bbox=[28, 647, 56, 656]
municipal-notice: MUNICIPAL CORPORATION OF THE CITY OF NELSON. NOTICE is hereby given that a BILL has been introduced, and is now before Parliament at the present session, for the purpose of granting and declaring to the Waterworks, Gasworks, and Fireworks thereof, and all Lands, Pipes, Motors, and other Property and Appurtenances held in connection therewith respectively vested in the Municipal Corporation of the City of Nelson, in pursuance of the provisions of "The Nelson Gas and Waterworks Sale Act, 1878," are and from the 29th DECEMBER 1879, are to be deemed to have been respectively Waterworks and Gasworks within the meaning of "The Municipal Corporations Act, 1876," as if constructed or acquired by the said Corporation on the 17th DECEMBER, 1879, under the provisions of the last mentioned Act. Dated this 3rd day of August, 1880. H. V. GULLY, 2353 Town Clerk. bbox=[623, 1102, 795, 1295]
ad-text: TO LET. bbox=[810, 1063, 836, 1072]
column-divider bbox=[477, 32, 478, 1430]
scarves-advert: COME and See our MEN'S WOOL SCARVES, from 1/- T. S. WYMOND & CO. bbox=[952, 1183, 1093, 1219]
paragraph: Mr Bowen opposed the Bill. bbox=[210, 849, 292, 858]
price-item bbox=[343, 472, 472, 491]
paragraph: Supplies of sugar are small and sales are progressing firmly at £1 higher. bbox=[21, 776, 192, 793]
paragraph: The following particulars, supplied by private letter, reached here to-day from Okarito:—The Okarito rush is likely to be all right. Two young fellows named Mears and Fleming struck good gold last Friday on a low terrace running as straight as an arrow for about five miles alongside the Forks River. Where the road crosses the river there are four parties on payable gold, and about four miles up the creek is where Cunningham and party are working. bbox=[21, 1276, 192, 1344]
paragraph: It appears that the Ryeburn murder was committed early on Wednesday morning. The three stones found inside the house are from 3olbs to 80lbs weight, and one of them is covered with blood. A Chinaman who was occasionally employed by the deceased was the first to give the alarm. She appears to have been able to speak at the time, and asked him to go for assistance. On the neighbours arriving, she was asked who did it, whether Chinaman or European, and she laid her hand on the Chinaman as if to intimate that it was a Chinaman. At this time, however, it is uncertain whether she was conscious or not. The house was found to be ransacked, and the deceased in her nightdress was lying on a mattress on the floor. She had been lifted from her bed. A serious wound was discovered on the left side of her head, several of her ribs were smashed in, and her collarbone was broken. A hayfork was found near the house. No money or valuables had been taken, and over £1000 in deposit receipts and £40 in cash were discovered. The object of the murder was evidently plunder, and although all the likely places were turned out, the money was missed, as it was kept in a place in the kitchen known to herself alone. Mrs Young was universally respected. bbox=[203, 114, 332, 369]
subscription-row: Proceeds of Concert (gross) ... 10 1 0 bbox=[953, 1122, 1092, 1131]
paragraph: A match has been arranged to be played in September next between the Australian Eleven and eleven of the best cricketers in England. A good deal of interest is attached to the proposed match. Much interest has been created in London fashionable circles by the announcement that a marriage has been arranged between the Baroness Burdett-Coutts and Mr Ashmed Bartlett, the member for Rye. The Baroness is 66 years of age, and is considerably older than her intended husband. Mr Bartlett was elected in the Conservative interest at the late general election, and is one of the new members of Parliament.—The Princess Louise, wife of the Governor-General of Canada, is in a very delicate state of health. She is suffering from the effects of the sleigh accident, which occurred some time ago. The shock to her nervous system is now exhibiting itself, and she has been ordered by her medical advisers to go to Germany. The Princess will leave Canada immediately, and will be accompanied by her brother, Prince Leopold, who has relinquished his intention of making a tour of the United States.—Madame Skobeloff, mother of the celebrated Russian General, Michael Skobeloff, now in command of the Central Asia expedition, has been murdered at Tchigrin, a town in the district of Kief. The husband of the deceased, as well as her son, is an officer of distinction in the Russian army. The outrage is attributed to the system of terrorism adopted by the Nihilists. The principal assassin, having been recognised, was pursued, but he committed suicide to avoid arrest. The others engaged in the murder have been captured.—There are ominous signs of war in the Balkan peninsula. The Government of Bulgaria are massing troops on the Roumelia frontier, with the apparent object of recovering possession of the Bulgarian provinces south of the Balkans. Remonstrances have been addressed to the Bulgarian Government on the subject. bbox=[623, 313, 795, 611]
cable-news-text bbox=[623, 302, 795, 1093]
price-item bbox=[343, 446, 472, 465]
editorial-continuation bbox=[483, 32, 612, 363]
price-item bbox=[343, 421, 472, 440]
ad-sign: J. S. CROSS, Jun., Agent, Commercial Wharf. bbox=[959, 858, 1093, 867]
price-item-price: REDUCED TO 8/11 bbox=[405, 456, 472, 466]
clock-icon bbox=[952, 1226, 1012, 1306]
masthead: THE NELSON EVENING MAIL, FRIDAY, AUGUST 6 1880, bbox=[364, 8, 750, 23]
subscription-row: Philip Best 1 0 0 bbox=[953, 1102, 1092, 1111]
column-3 bbox=[340, 32, 487, 1606]
paper-title: The Nelson Evening Mail. bbox=[356, 605, 459, 634]
paragraph: Resolved, That the request of the Motupiko Committee to expend the balance of their vote on school fittings be complied with. bbox=[623, 242, 795, 268]
paragraph: Mr John Scott's tender for erecting the Karamea school for £300 was accepted. bbox=[483, 1207, 612, 1225]
ad-text: WANTED a Good FEMALE COOK for Gentleman's family. Apply MRS MENARY, Exchange Hotel. bbox=[803, 811, 941, 836]
ad-sign: T. S. WYMOND & CO. bbox=[871, 875, 941, 884]
ad-text: COME and See our BOYS' TWEED TROUSERS SUITS, from 17/6. bbox=[803, 1174, 941, 1191]
price-item-name: Men's White Mole Trousers bbox=[343, 471, 438, 482]
classified-ad bbox=[952, 808, 1093, 880]
ad-code: 2349-4a bbox=[952, 1009, 976, 1018]
subscription-row: Already advertised ... 289 6 3 bbox=[953, 1061, 1092, 1070]
paragraph: Last night Mr Moorhouse moved that the House go into Committee on the Deceased Wife's Sister Bill. bbox=[203, 821, 332, 847]
music-title: Cheap Music! bbox=[356, 35, 459, 54]
english-news-heading: LATEST ENGLISH NEWS. bbox=[52, 549, 161, 560]
special-prices-advert: SPECIAL PRICES FOR Saturday Only! Men's Heavy Flannel Shirts REDUCED TO 4/11 Men's Crimean Shirts REDUCED TO 2/11 Men's Heavy Brown Cotton Socks REDUCED TO 6d. Men's D. B. Sac Coats REDUCED TO 12/9 Men's Tweed Trousers REDUCED TO 8/11 Men's White Mole Trousers REDUCED TO 5/11 Men's Dux Collars Three (3) boxes for 1/- T.S.WYMOND&CO., HALL OF COMMERCE. bbox=[343, 268, 472, 557]
paragraph: The Taiaroa left Dunedin at 2·30 p.m. on Monday, and arrived at Lyttelton at 0.50 a.m. on Tuesday; left at 7·15 p.m. same day, and reached Wellington at 10.45 on Wednesday; left at 12·15 p.m. yesterday; reached Picton at 5 p.m., and left again at 11·15 p.m., arriving here at 7 a.m. to-day. Experienced a strong S.E. wind while crossing the Straits. She sails for Taranaki and Manukau at 6 p.m. bbox=[21, 453, 192, 513]
price-item bbox=[343, 497, 472, 516]
paragraph: A BENCH of Magistrates was summoned this morning to hear the case of H. S. Harris v. John Stone, in which the defendant was charged with using insulting language towards the complainant in Bridge-street on the 31st July. There was, however, no appearance of the defendant, and it then turned out that the summons had not been served. The Superintendent of Police was sent for, but he was unable to offer any explanation beyond the fact that there had been some misunderstanding in the matter, which was already sufficiently patent to everybody present. The Bench expressed their regret that a number of people should have been put to such inconvenience, and adjourned the case until Wednesday. bbox=[343, 660, 472, 804]
paragraph: GRAHAMSTOWN, Friday. bbox=[28, 1224, 110, 1233]
paragraph: The Wallace left Greymouth this morning for Westport, Karamea, and Nelson. bbox=[21, 248, 192, 266]
paragraph: CHRISTCHURCH, Friday. bbox=[210, 371, 290, 380]
paragraph: to effect a convenient division between town and country, so that the new district will have double population, and return two members. The standard number of population for each constituency has been fixed at 5400 for town districts, and 4900 for rural districts. To carry out this plan will involve an increase in the numerical strength of the House to the extent of six members, making the total number 90 instead of 84. This is, of course, irrespective of the Maori representatives, which we believe it will not be proposed to increase. Following out this principle of allocation it will be found that Nelson is the only Provincial District at present over-represented, and to restore equilibrium two members will have to be taken away. This, we understand, will be effected by a readjustment of the boundaries of the Nelson town and suburbs, of Waimea, Motueka, and Collingwood, throwing part of Motueka into Collingwood and part into Waimea, part of the latter and part of Nelson town into Nelson suburbs, and making each of these return one member, the total thus being four instead of six. The two seats gained in this way, added to the six acquired by enlarging the number of the House, give eight new seats in all to be distributed. One of these falls to Wellington. The other parts of the colony, that is to say Auckland, Taranaki, Hawke's Bay, Marlborough and Westland, will remain unchanged as to representation, already having their fair share, but the double districts will be sub-divided and the boundaries generally readjusted so as to remove existing irregularities. Such, we believe, will be found the salient provisions of the new Act. bbox=[483, 32, 612, 363]
paragraph: THE Lynch Family of Bellringers will make their bow to a Nelson audience tonight, when, what with bell ringing, ventriloquism, singing, and acting, a capital entertainment may be looked for. To-morrow afternoon at 2·30 o'clock there will be a Matinee for schools and families. The Theatre will be lit with gas, and the performance the same as on evening one. The prices are reduced for the occasion, and doubtless there will be a large attendance of juveniles. bbox=[343, 906, 472, 1008]
ad-code: 2357—1 bbox=[803, 920, 829, 929]
paragraph: On the motion of Mr Hall it was resolved that the House meet to-morrow at 11 a.m., also that Select Committees be allowed to sit at the same time. bbox=[203, 633, 332, 667]
ad-head: FOR SALE, CHEAP. bbox=[835, 1210, 909, 1220]
paragraph: Resolved, That the Secretary communicate with the Charleston Committee as to whether they desire the papers of the eligible boarders for the girls' school to be sent them, and in the event of the Committee leaving the matter to the Board, Miss Gibbs be appointed, subject to the following restriction:— bbox=[483, 915, 612, 984]
price-item-name: Men's Crimean Shirts bbox=[343, 369, 417, 380]
classified-ad bbox=[803, 808, 941, 853]
paragraph: Resolved, That the sum of £5 be granted for erecting a closet and carousing at the Lower Moutere school. bbox=[483, 887, 612, 913]
paragraph: The Murray left Greymouth this morning for Westport and Nelson. bbox=[21, 268, 192, 285]
ad-text: WANTED a BOY about fifteen. Wages 10s. a week and found. bbox=[803, 892, 941, 909]
parliamentary-heading: PARLIAMENTARY. bbox=[227, 421, 308, 432]
ad-code: 2325 bbox=[803, 1047, 818, 1056]
paragraph: Replying to questions, it was stated that the Government expected the Licensing Bill would be further considered in a few days. bbox=[203, 670, 332, 696]
paragraph: GISBORNE, Friday. bbox=[28, 1142, 88, 1151]
ad-sign: SHARP & CO. bbox=[897, 1038, 941, 1047]
sailed-heading: SAILED. bbox=[93, 209, 120, 218]
paragraph: Resolved, That Miss Kate Newton be appointed second assistant at Toi Toi Valley school, she having been recommended by the Local Committee. bbox=[623, 174, 795, 200]
paragraph: SOME interesting information with regard to the British force in Southern Afghanistan, and the officers in command, which appeared in a recent issue of the Auckland Herald, will be found on the fourth page. bbox=[343, 1011, 472, 1062]
paragraph: LONDON, July 19. bbox=[630, 302, 687, 311]
paragraph: The following telegram from the Minister of Education was read, as was also an explanatory letter from the Secretary to the Education Department:— bbox=[483, 425, 612, 460]
